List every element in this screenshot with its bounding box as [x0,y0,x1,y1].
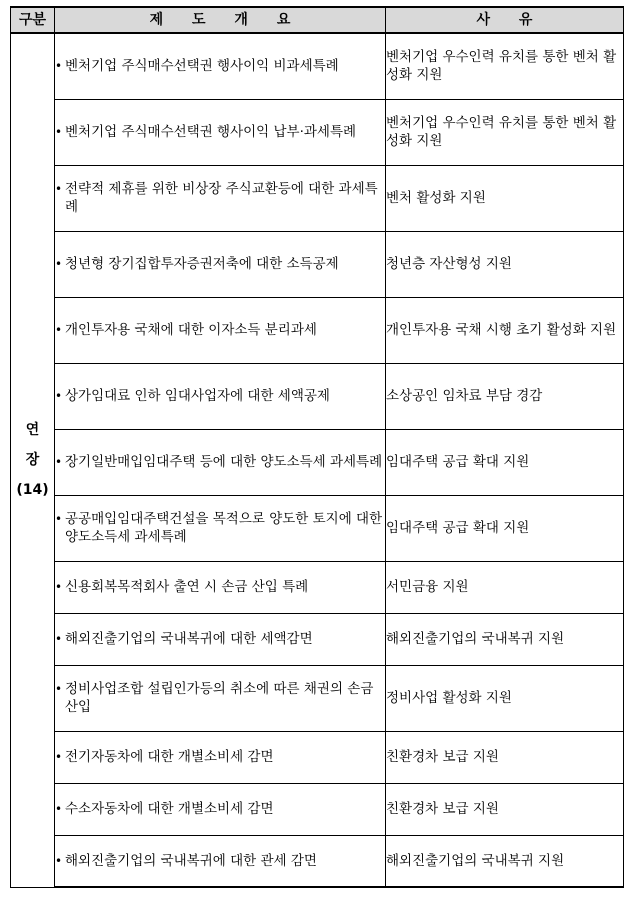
bullet-icon: • [55,455,63,469]
reason-cell: 청년층 자산형성 지원 [386,231,624,297]
category-line-1: 연 [25,422,40,439]
description-text: 정비사업조합 설립인가등의 취소에 따른 채권의 손금산입 [65,681,374,715]
table-header-row [11,7,624,33]
description-cell [55,231,386,297]
table-row [11,297,624,363]
table-row [11,835,624,887]
description-cell [55,835,386,887]
tax-special-provisions-table [10,6,624,888]
description-cell [55,495,386,561]
reason-cell: 정비사업 활성화 지원 [386,665,624,731]
bullet-icon: • [55,750,63,764]
reason-cell: 친환경차 보급 지원 [386,783,624,835]
bullet-icon: • [55,59,63,74]
bullet-icon: • [55,323,63,337]
table-row [11,363,624,429]
table-row [11,165,624,231]
description-cell [55,99,386,165]
bullet-icon: • [55,389,63,403]
description-text: 개인투자용 국채에 대한 이자소득 분리과세 [65,322,317,338]
description-cell [55,33,386,99]
reason-cell: 임대주택 공급 확대 지원 [386,429,624,495]
reason-cell: 친환경차 보급 지원 [386,731,624,783]
bullet-icon: • [55,257,63,271]
bullet-icon: • [55,682,63,696]
table-row [11,495,624,561]
reason-cell: 임대주택 공급 확대 지원 [386,495,624,561]
description-text: 장기일반매입임대주택 등에 대한 양도소득세 과세특례 [65,454,383,470]
description-text: 상가임대료 인하 임대사업자에 대한 세액공제 [65,388,330,404]
table-row [11,429,624,495]
table-row [11,33,624,99]
description-cell [55,613,386,665]
description-text: 벤처기업 주식매수선택권 행사이익 비과세특례 [65,58,339,75]
category-line-2: 장 [25,452,40,469]
bullet-icon: • [55,853,63,868]
bullet-icon: • [55,125,63,139]
bullet-icon: • [55,512,63,526]
description-cell [55,561,386,613]
header-reason [386,7,624,33]
description-cell [55,731,386,783]
description-cell [55,665,386,731]
header-description [55,7,386,33]
reason-cell: 서민금융 지원 [386,561,624,613]
table-row [11,731,624,783]
bullet-icon: • [55,632,63,646]
description-cell [55,783,386,835]
table-row [11,231,624,297]
description-cell [55,429,386,495]
reason-cell: 벤처 활성화 지원 [386,165,624,231]
header-reason-text: 사 유 [476,12,545,28]
description-text: 벤처기업 주식매수선택권 행사이익 납부·과세특례 [65,124,357,140]
reason-cell: 개인투자용 국채 시행 초기 활성화 지원 [386,297,624,363]
reason-cell: 해외진출기업의 국내복귀 지원 [386,835,624,887]
table-row [11,783,624,835]
reason-cell: 벤처기업 우수인력 유치를 통한 벤처 활성화 지원 [386,99,624,165]
description-text: 해외진출기업의 국내복귀에 대한 관세 감면 [65,852,317,869]
description-cell [55,297,386,363]
header-category: 구분 [11,7,55,33]
description-cell [55,165,386,231]
bullet-icon: • [55,802,63,816]
description-cell [55,363,386,429]
table-row [11,613,624,665]
reason-cell: 소상공인 임차료 부담 경감 [386,363,624,429]
table-row [11,99,624,165]
header-description-text: 제 도 개 요 [149,12,303,28]
description-text: 수소자동차에 대한 개별소비세 감면 [65,801,274,817]
description-text: 신용회복목적회사 출연 시 손금 산입 특례 [65,579,309,595]
description-text: 전기자동차에 대한 개별소비세 감면 [65,749,274,765]
description-text: 전략적 제휴를 위한 비상장 주식교환등에 대한 과세특례 [65,181,378,215]
bullet-icon: • [55,182,63,196]
table-row [11,665,624,731]
reason-cell: 해외진출기업의 국내복귀 지원 [386,613,624,665]
description-text: 공공매입임대주택건설을 목적으로 양도한 토지에 대한 양도소득세 과세특례 [65,511,383,545]
reason-cell: 벤처기업 우수인력 유치를 통한 벤처 활성화 지원 [386,33,624,99]
category-cell [11,33,55,887]
table-row [11,561,624,613]
bullet-icon: • [55,580,63,594]
description-text: 청년형 장기집합투자증권저축에 대한 소득공제 [65,256,339,272]
description-text: 해외진출기업의 국내복귀에 대한 세액감면 [65,631,313,647]
category-line-3: (14) [16,482,49,499]
